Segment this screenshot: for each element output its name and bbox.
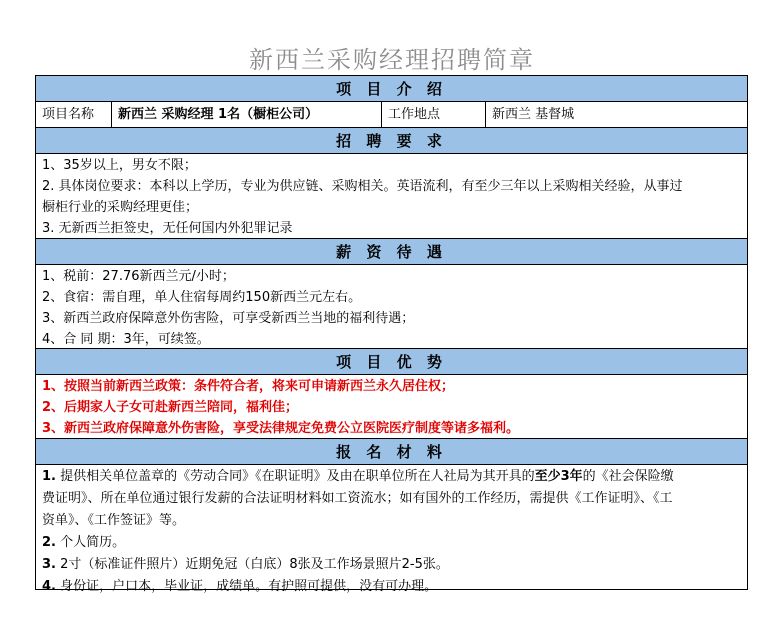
material-text: 身份证，户口本，毕业证，成绩单。有护照可提供，没有可办理。 [55, 579, 438, 594]
material-item-2 [42, 532, 741, 554]
advantage-line: 3、新西兰政府保障意外伤害险，享受法律规定免费公立医院医疗制度等诸多福利。 [42, 421, 520, 436]
material-text: 资单》、《工作签证》等。 [42, 513, 186, 528]
advantage-line: 1、按照当前新西兰政策：条件符合者，将来可申请新西兰永久居住权； [42, 379, 455, 394]
material-item-3 [42, 554, 741, 576]
project-name-label: 项目名称 [36, 102, 112, 127]
salary-line: 3、新西兰政府保障意外伤害险，可享受新西兰当地的福利待遇； [42, 311, 415, 326]
requirements-block [36, 154, 747, 239]
section-header-requirements: 招 聘 要 求 [36, 128, 747, 154]
requirement-line: 1、35岁以上，男女不限； [42, 158, 197, 173]
salary-block [36, 265, 747, 349]
advantage-line: 2、后期家人子女可赴新西兰陪同，福利佳； [42, 400, 299, 415]
material-emphasis: 至少3年 [534, 469, 583, 484]
location-label: 工作地点 [382, 102, 486, 127]
material-number: 4. [42, 579, 56, 594]
page-title: 新西兰采购经理招聘简章 [249, 46, 535, 74]
material-number: 2. [42, 535, 56, 550]
material-text: 提供相关单位盖章的《劳动合同》《在职证明》及由在职单位所在人社局为其开具的 [55, 469, 535, 484]
section-header-materials: 报 名 材 料 [36, 439, 747, 465]
advantages-block [36, 375, 747, 439]
requirement-line: 橱柜行业的采购经理更佳； [42, 200, 199, 215]
salary-line: 1、税前：27.76新西兰元/小时； [42, 269, 235, 284]
salary-line: 4、合 同 期：3年，可续签。 [42, 332, 210, 347]
project-info-row [36, 102, 747, 128]
material-text: 2寸（标准证件照片）近期免冠（白底）8张及工作场景照片2-5张。 [55, 557, 449, 572]
material-text: 个人简历。 [55, 535, 126, 550]
material-number: 1. [42, 469, 56, 484]
material-number: 3. [42, 557, 56, 572]
material-text: 的《社会保险缴 [582, 469, 674, 484]
material-text: 费证明》、所在单位通过银行发薪的合法证明材料如工资流水；如有国外的工作经历，需提供《工作证明》、《工 [42, 491, 673, 506]
salary-line: 2、食宿：需自理，单人住宿每周约150新西兰元左右。 [42, 290, 362, 305]
material-item-4 [42, 576, 741, 598]
requirement-line: 3. 无新西兰拒签史，无任何国内外犯罪记录 [42, 221, 293, 236]
section-header-salary: 薪 资 待 遇 [36, 239, 747, 265]
requirement-line: 2. 具体岗位要求：本科以上学历，专业为供应链、采购相关。英语流利，有至少三年以上采购相关经验，从事过 [42, 179, 683, 194]
recruitment-table [35, 75, 748, 594]
section-header-advantages: 项 目 优 势 [36, 349, 747, 375]
material-item-1 [42, 466, 741, 488]
materials-block [36, 465, 747, 594]
location-value: 新西兰 基督城 [492, 107, 575, 122]
section-header-project-intro: 项 目 介 绍 [36, 76, 747, 102]
project-name-value: 新西兰 采购经理 1名（橱柜公司） [112, 102, 382, 127]
